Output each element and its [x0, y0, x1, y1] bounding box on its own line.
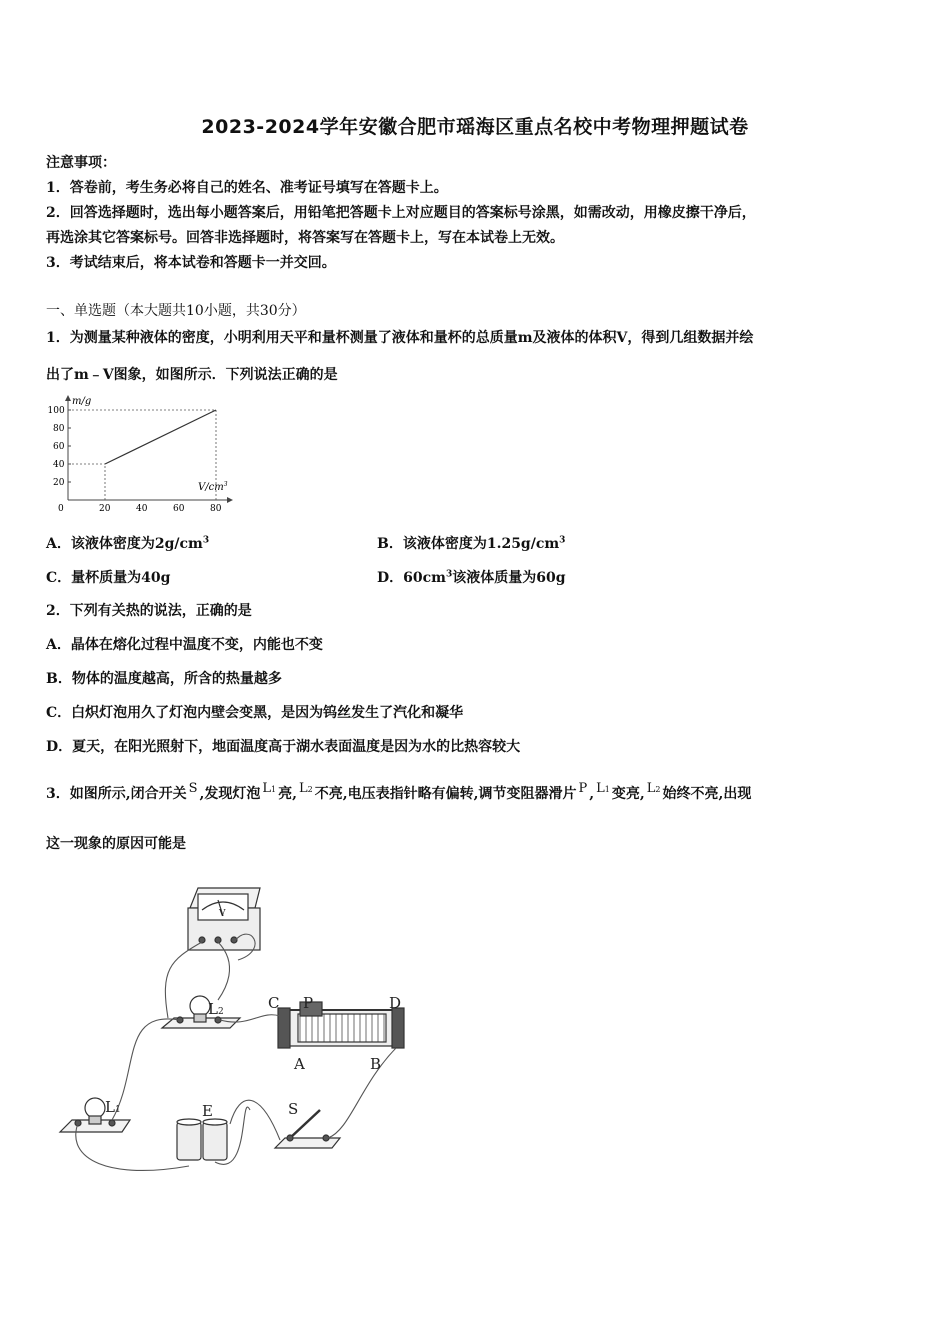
lamp-L2	[162, 996, 240, 1028]
q2-stem: 2．下列有关热的说法，正确的是	[46, 603, 252, 619]
x-tick-label: 80	[210, 504, 222, 514]
q2-option-c: C．白炽灯泡用久了灯泡内壁会变黑，是因为钨丝发生了汽化和凝华	[46, 705, 464, 721]
notice-item: 2．回答选择题时，选出每小题答案后，用铅笔把答题卡上对应题目的答案标号涂黑，如需改动，用橡皮擦干净后，	[46, 205, 756, 221]
x-tick-label: 20	[99, 504, 111, 514]
q3-stem-line1: 3．如图所示,闭合开关 S ,发现灯泡 L1 亮, L2 不亮,电压表指针略有偏转,调节变阻器滑片 P , L1 变亮, L2 始终不亮,出现	[46, 781, 752, 802]
q3-circuit-figure	[50, 880, 430, 1180]
label-B: B	[370, 1055, 382, 1073]
notice-item: 再选涂其它答案标号。回答非选择题时，将答案写在答题卡上，写在本试卷上无效。	[46, 230, 564, 246]
q1-stem-line2: 出了m﹣V图象，如图所示．下列说法正确的是	[46, 367, 338, 383]
q2-option-d: D．夏天，在阳光照射下，地面温度高于湖水表面温度是因为水的比热容较大	[46, 739, 521, 755]
q1-stem-line1: 1．为测量某种液体的密度，小明利用天平和量杯测量了液体和量杯的总质量m及液体的体积V，得到几组数据并绘	[46, 330, 754, 346]
rheostat	[278, 1002, 404, 1048]
q2-option-a: A．晶体在熔化过程中温度不变，内能也不变	[46, 637, 323, 653]
x-tick-label: 40	[136, 504, 148, 514]
y-tick-label: 40	[53, 460, 65, 470]
y-tick-label: 20	[53, 478, 65, 488]
notice-item: 3．考试结束后，将本试卷和答题卡一并交回。	[46, 255, 336, 271]
y-tick-label: 60	[53, 442, 65, 452]
x-tick-label: 60	[173, 504, 185, 514]
origin-label: 0	[58, 504, 64, 514]
switch	[275, 1110, 340, 1148]
label-C: C	[268, 994, 280, 1012]
y-axis-label: m/g	[72, 396, 92, 407]
y-tick-label: 80	[53, 424, 65, 434]
notice-item: 1．答卷前，考生务必将自己的姓名、准考证号填写在答题卡上。	[46, 180, 448, 196]
q1-option-d: D．$60cm^3$该液体质量为60g	[377, 569, 566, 586]
x-axis-label: $V/cm^3$	[198, 481, 228, 493]
y-tick-label: 100	[47, 406, 65, 416]
voltmeter	[188, 888, 260, 950]
label-D: D	[389, 994, 402, 1012]
q3-stem-line2: 这一现象的原因可能是	[46, 836, 186, 852]
label-L1: L1	[105, 1098, 121, 1116]
q2-option-b: B．物体的温度越高，所含的热量越多	[46, 671, 282, 687]
q1-option-a: A．该液体密度为$2g/cm^3$	[46, 535, 210, 552]
label-P: P	[303, 994, 314, 1012]
section-heading: 一、单选题（本大题共10小题，共30分）	[46, 303, 306, 319]
q1-mv-graph	[40, 392, 240, 517]
q1-option-b: B．该液体密度为$1.25g/cm^3$	[377, 535, 566, 552]
data-series-line	[105, 410, 216, 464]
q1-option-c: C．量杯质量为40g	[46, 570, 171, 586]
label-voltmeter: V	[219, 909, 226, 919]
label-L2: L2	[208, 1000, 224, 1018]
label-S: S	[288, 1100, 299, 1118]
label-E: E	[202, 1102, 213, 1120]
page-title: 2023-2024学年安徽合肥市瑶海区重点名校中考物理押题试卷	[201, 116, 749, 138]
wires	[76, 934, 396, 1170]
notice-heading: 注意事项：	[46, 155, 116, 171]
label-A: A	[294, 1055, 305, 1073]
battery	[177, 1119, 227, 1160]
